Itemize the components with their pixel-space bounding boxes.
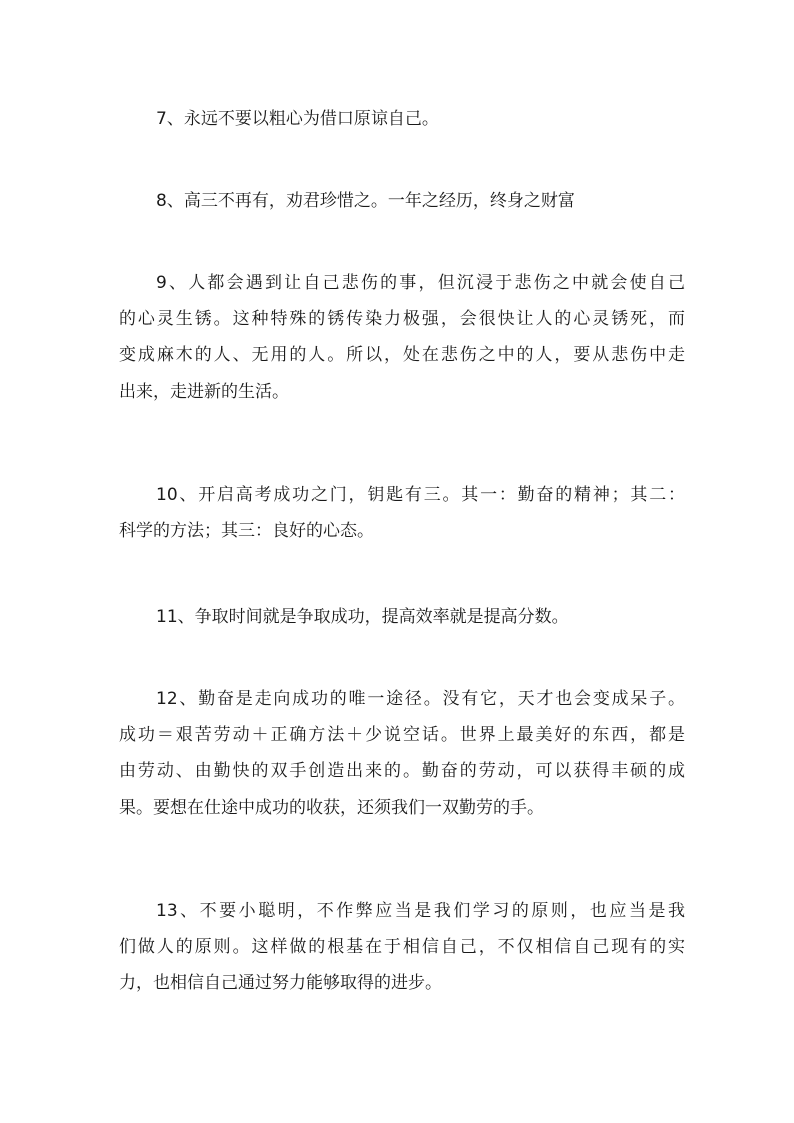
paragraph-7 xyxy=(119,101,685,137)
paragraph-9 xyxy=(119,265,685,410)
paragraph-13 xyxy=(119,893,685,1002)
paragraph-line: 科学的方法；其三：良好的心态。 xyxy=(119,521,374,542)
paragraph-12 xyxy=(119,681,685,826)
paragraph-line: 10、开启高考成功之门，钥匙有三。其一：勤奋的精神；其二： xyxy=(156,485,685,505)
paragraph-line: 们做人的原则。这样做的根基在于相信自己，不仅相信自己现有的实 xyxy=(119,937,685,958)
paragraph-line: 的心灵生锈。这种特殊的锈传染力极强，会很快让人的心灵锈死，而 xyxy=(119,309,685,330)
paragraph-8 xyxy=(119,183,685,219)
paragraph-line: 成功＝艰苦劳动＋正确方法＋少说空话。世界上最美好的东西，都是 xyxy=(119,725,685,746)
paragraph-line: 7、永远不要以粗心为借口原谅自己。 xyxy=(156,109,439,129)
paragraph-10 xyxy=(119,477,685,549)
paragraph-line: 力，也相信自己通过努力能够取得的进步。 xyxy=(119,973,442,994)
paragraph-11 xyxy=(119,599,685,635)
paragraph-line: 12、勤奋是走向成功的唯一途径。没有它，天才也会变成呆子。 xyxy=(156,689,685,709)
paragraph-line: 11、争取时间就是争取成功，提高效率就是提高分数。 xyxy=(156,607,569,627)
paragraph-line: 由劳动、由勤快的双手创造出来的。勤奋的劳动，可以获得丰硕的成 xyxy=(119,761,685,782)
paragraph-line: 8、高三不再有，劝君珍惜之。一年之经历，终身之财富 xyxy=(156,191,575,211)
paragraph-line: 出来，走进新的生活。 xyxy=(119,381,289,402)
paragraph-line: 9、人都会遇到让自己悲伤的事，但沉浸于悲伤之中就会使自己 xyxy=(156,273,685,293)
paragraph-line: 变成麻木的人、无用的人。所以，处在悲伤之中的人，要从悲伤中走 xyxy=(119,345,685,366)
paragraph-line: 13、不要小聪明，不作弊应当是我们学习的原则，也应当是我 xyxy=(156,901,685,921)
paragraph-line: 果。要想在仕途中成功的收获，还须我们一双勤劳的手。 xyxy=(119,797,544,818)
